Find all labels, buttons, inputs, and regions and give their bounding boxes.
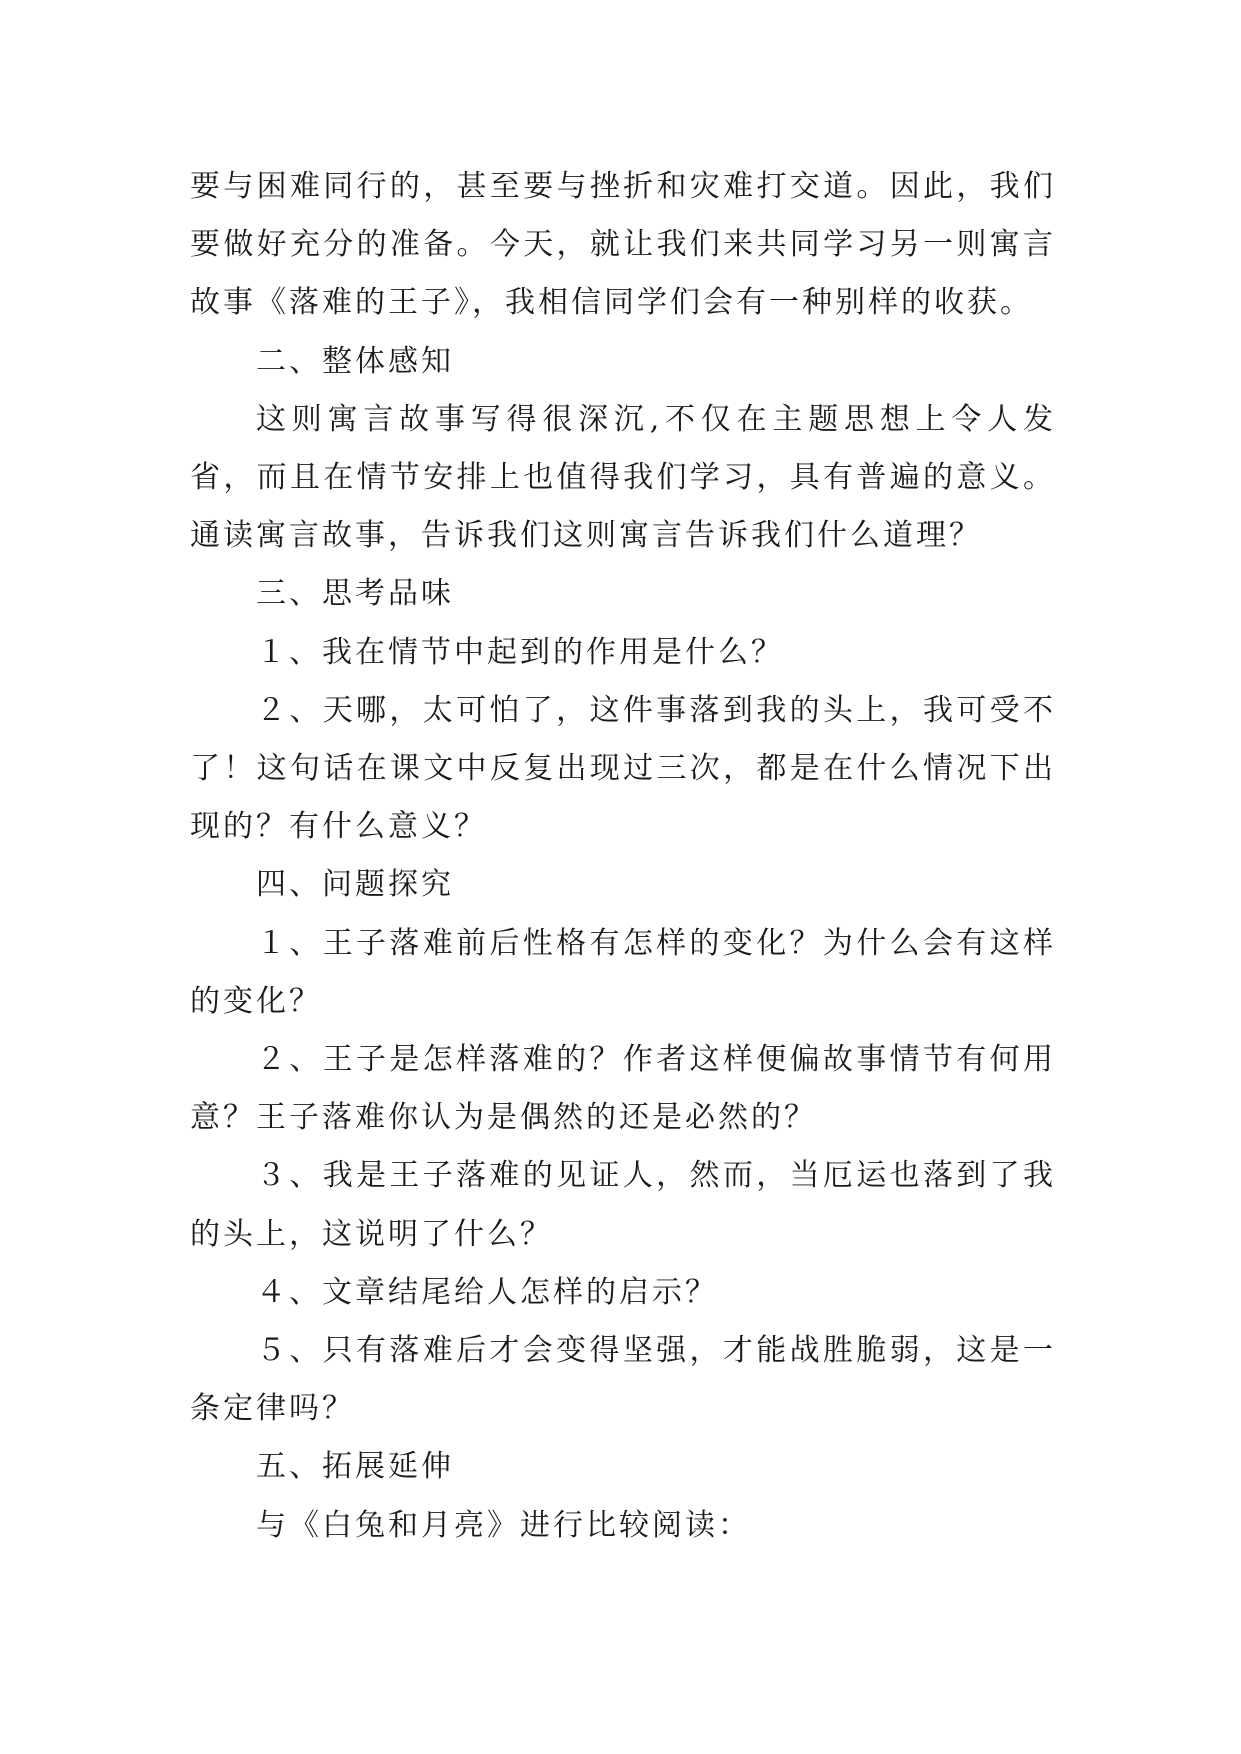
- question-item: １、王子落难前后性格有怎样的变化？为什么会有这样的变化？: [190, 925, 1056, 1019]
- paragraph-comparison: 与《白兔和月亮》进行比较阅读：: [256, 1507, 751, 1543]
- document-body: [190, 158, 1056, 1555]
- question-item: ２、天哪，太可怕了，这件事落到我的头上，我可受不了！这句话在课文中反复出现过三次，都是在什么情况下出现的？有什么意义？: [190, 692, 1056, 845]
- question-item: ３、我是王子落难的见证人，然而，当厄运也落到了我的头上，这说明了什么？: [190, 1158, 1056, 1252]
- question-item: ４、文章结尾给人怎样的启示？: [256, 1274, 718, 1310]
- section-heading-thinking: 三、思考品味: [256, 576, 454, 612]
- paragraph-intro-continued: 要与困难同行的，甚至要与挫折和灾难打交道。因此，我们要做好充分的准备。今天，就让我们来共同学习另一则寓言故事《落难的王子》，我相信同学们会有一种别样的收获。: [190, 169, 1056, 321]
- section-heading-inquiry: 四、问题探究: [256, 867, 454, 903]
- section-heading-extension: 五、拓展延伸: [256, 1449, 454, 1485]
- question-item: ５、只有落难后才会变得坚强，才能战胜脆弱，这是一条定律吗？: [190, 1333, 1056, 1427]
- paragraph-overall-perception: 这则寓言故事写得很深沉,不仅在主题思想上令人发省，而且在情节安排上也值得我们学习，具有普遍的意义。通读寓言故事，告诉我们这则寓言告诉我们什么道理？: [190, 401, 1056, 554]
- question-item: １、我在情节中起到的作用是什么？: [256, 634, 784, 670]
- section-heading-overall-perception: 二、整体感知: [256, 343, 454, 379]
- question-item: ２、王子是怎样落难的？作者这样便偏故事情节有何用意？王子落难你认为是偶然的还是必然的？: [190, 1042, 1056, 1136]
